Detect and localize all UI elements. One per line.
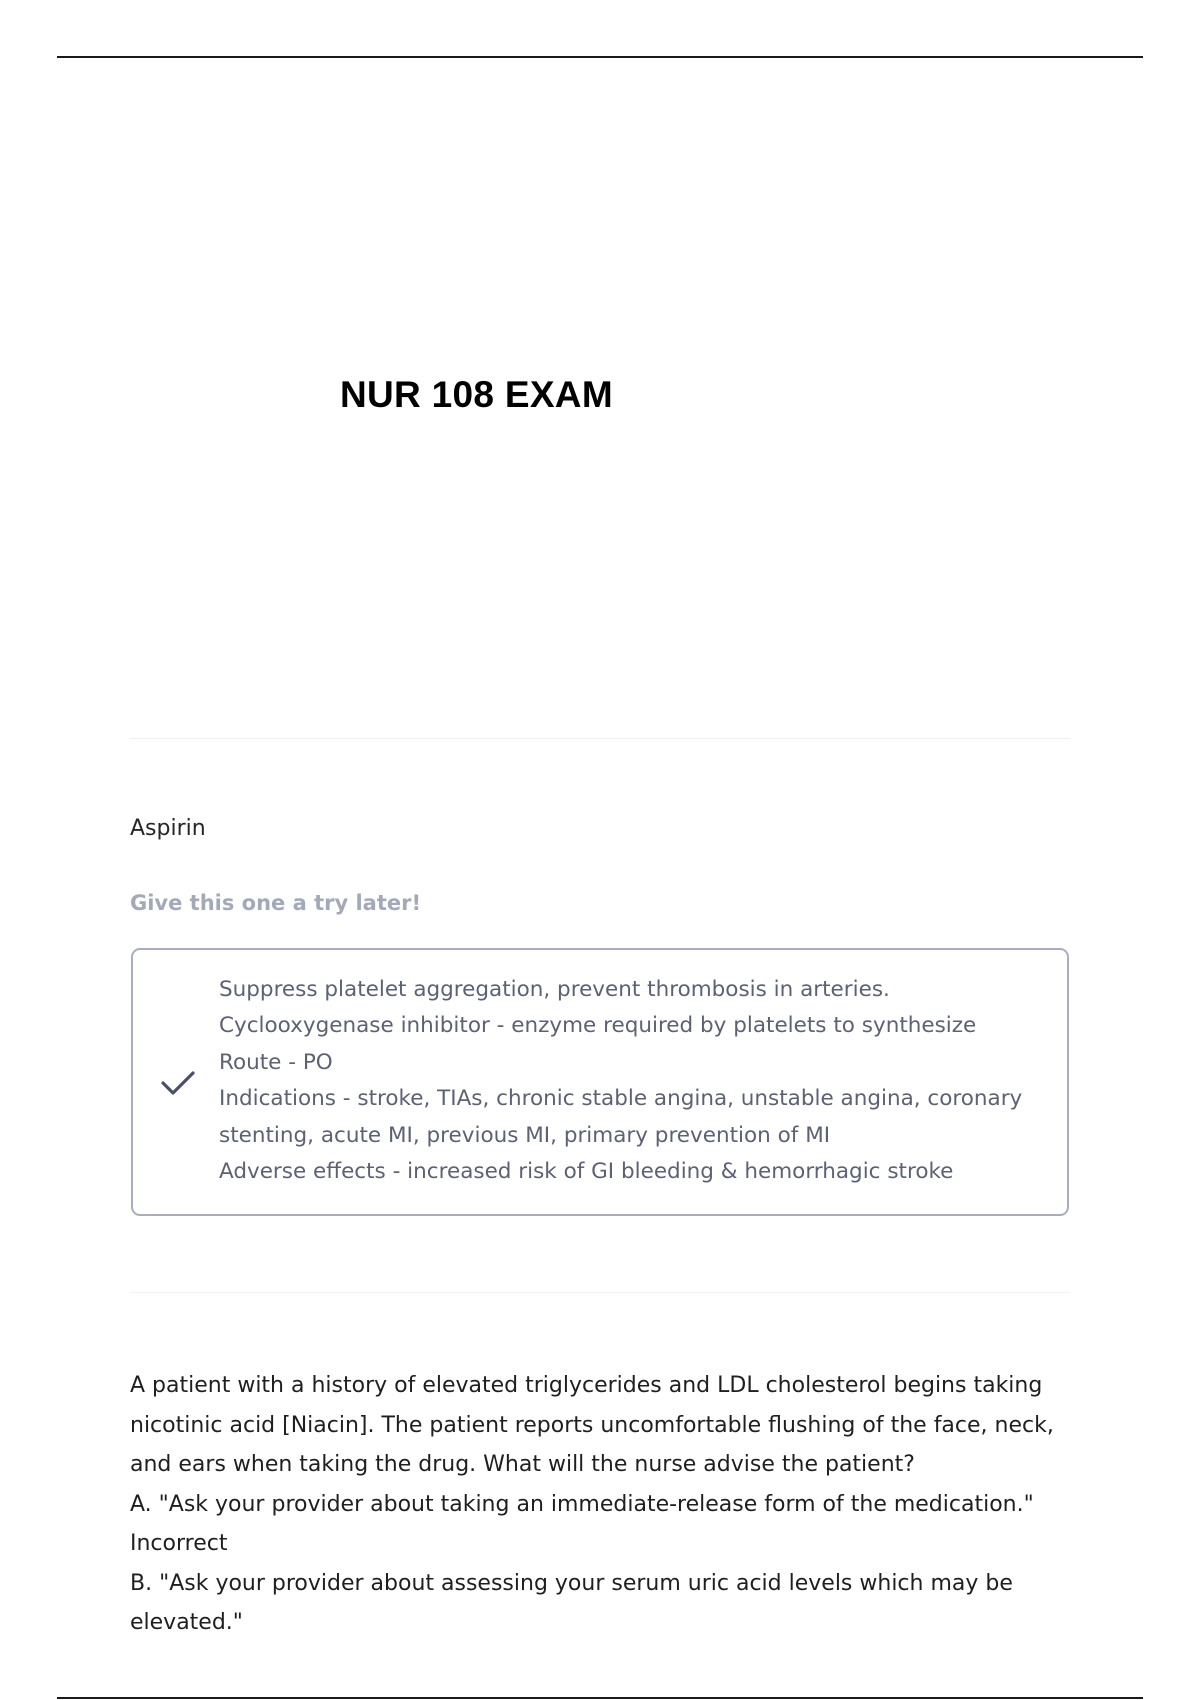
- check-icon: [159, 1068, 197, 1098]
- option-result-label: Incorrect: [130, 1531, 228, 1556]
- section-divider: [130, 1292, 1070, 1293]
- page-top-rule: [57, 56, 1143, 58]
- answer-option-b: B. "Ask your provider about assessing your serum uric acid levels which may be: [130, 1570, 1013, 1596]
- answer-line: Cyclooxygenase inhibitor - enzyme required by platelets to synthesize: [219, 1013, 977, 1039]
- document-title: NUR 108 EXAM: [340, 374, 613, 415]
- answer-line: Adverse effects - increased risk of GI bleeding & hemorrhagic stroke: [219, 1159, 954, 1185]
- page-bottom-rule: [57, 1697, 1143, 1699]
- try-later-hint: Give this one a try later!: [130, 891, 422, 915]
- question-line: and ears when taking the drug. What will the nurse advise the patient?: [130, 1452, 915, 1477]
- question-line: nicotinic acid [Niacin]. The patient reports uncomfortable flushing of the face, neck,: [130, 1412, 1054, 1438]
- answer-line: Suppress platelet aggregation, prevent thrombosis in arteries.: [219, 977, 890, 1002]
- flashcard-term: Aspirin: [130, 816, 206, 841]
- question-block: [130, 1366, 1080, 1643]
- answer-line: Route - PO: [219, 1049, 333, 1075]
- answer-line: stenting, acute MI, previous MI, primary prevention of MI: [219, 1122, 831, 1148]
- answer-option-b-continued: elevated.": [130, 1610, 243, 1635]
- answer-card[interactable]: [131, 948, 1069, 1216]
- answer-line: Indications - stroke, TIAs, chronic stable angina, unstable angina, coronary: [219, 1086, 1023, 1112]
- question-line: A patient with a history of elevated triglycerides and LDL cholesterol begins taking: [130, 1373, 1043, 1398]
- section-divider: [130, 738, 1070, 739]
- answer-text: [219, 972, 1059, 1190]
- answer-option-a: A. "Ask your provider about taking an immediate-release form of the medication.": [130, 1491, 1034, 1517]
